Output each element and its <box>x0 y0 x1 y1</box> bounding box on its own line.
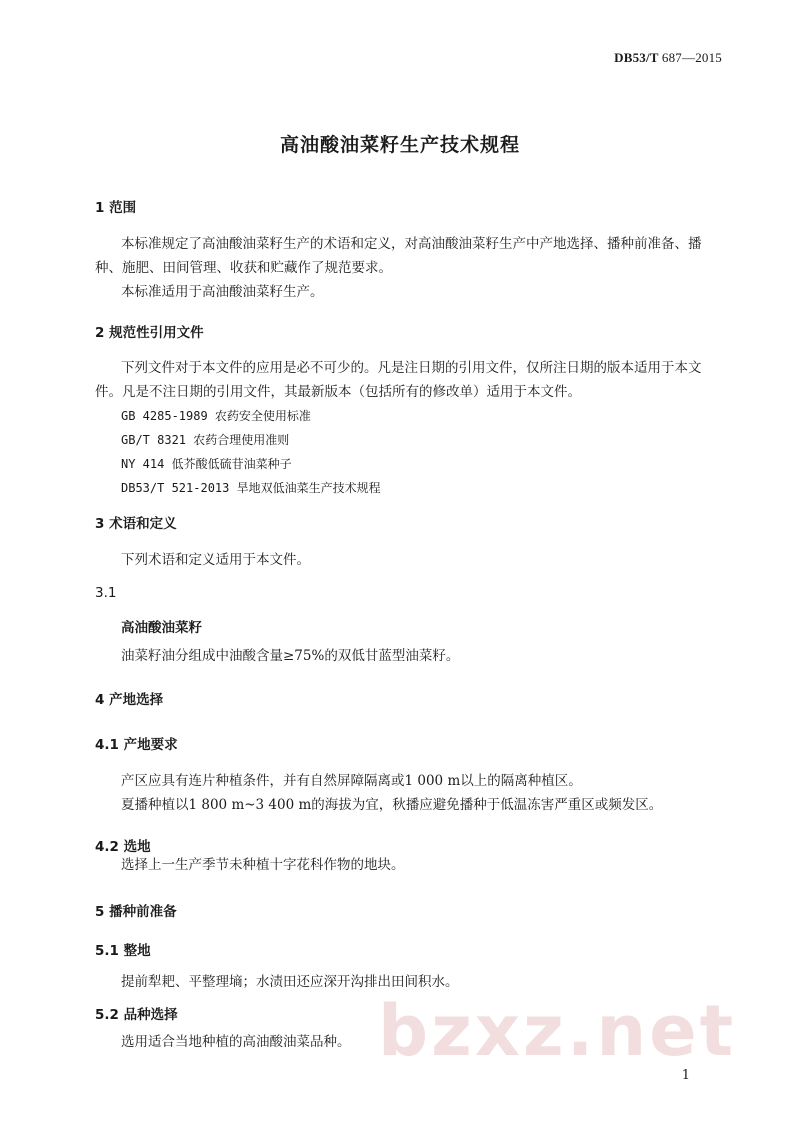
reference-item: GB 4285-1989 农药安全使用标准 <box>121 409 311 423</box>
section-1-paragraph-1b: 种、施肥、田间管理、收获和贮藏作了规范要求。 <box>95 260 392 276</box>
reference-item: GB/T 8321 农药合理使用准则 <box>121 433 290 447</box>
standard-number: 687—2015 <box>661 50 722 65</box>
section-3-paragraph-1: 下列术语和定义适用于本文件。 <box>121 552 310 568</box>
section-4-2-paragraph-1: 选择上一生产季节未种植十字花科作物的地块。 <box>121 857 405 873</box>
reference-item: NY 414 低芥酸低硫苷油菜种子 <box>121 457 292 471</box>
section-4-heading: 4 产地选择 <box>95 692 164 708</box>
section-4-1-paragraph-1: 产区应具有连片种植条件，并有自然屏障隔离或1 000 m以上的隔离种植区。 <box>121 773 582 789</box>
section-3-heading: 3 术语和定义 <box>95 516 177 532</box>
term-name: 高油酸油菜籽 <box>121 620 202 636</box>
section-1-paragraph-1a: 本标准规定了高油酸油菜籽生产的术语和定义，对高油酸油菜籽生产中产地选择、播种前准备、播 <box>121 236 702 252</box>
section-1-heading: 1 范围 <box>95 200 137 216</box>
page-number: 1 <box>681 1068 690 1083</box>
section-4-1-paragraph-2: 夏播种植以1 800 m~3 400 m的海拔为宜，秋播应避免播种于低温冻害严重区或频发区。 <box>121 797 663 813</box>
term-definition: 油菜籽油分组成中油酸含量≥75%的双低甘蓝型油菜籽。 <box>121 648 460 664</box>
section-2-paragraph-1b: 件。凡是不注日期的引用文件，其最新版本（包括所有的修改单）适用于本文件。 <box>95 384 581 400</box>
section-1-paragraph-2: 本标准适用于高油酸油菜籽生产。 <box>121 284 324 300</box>
section-5-1-paragraph-1: 提前犁耙、平整理墒；水渍田还应深开沟排出田间积水。 <box>121 974 459 990</box>
section-5-1-heading: 5.1 整地 <box>95 943 151 959</box>
section-5-2-paragraph-1: 选用适合当地种植的高油酸油菜品种。 <box>121 1034 351 1050</box>
section-2-heading: 2 规范性引用文件 <box>95 325 204 341</box>
reference-item: DB53/T 521-2013 旱地双低油菜生产技术规程 <box>121 481 381 495</box>
section-4-1-heading: 4.1 产地要求 <box>95 737 178 753</box>
document-title: 高油酸油菜籽生产技术规程 <box>279 134 520 156</box>
standard-code <box>614 50 722 66</box>
watermark: bzxz.net <box>378 990 737 1072</box>
section-3-1-number: 3.1 <box>95 585 117 601</box>
section-5-2-heading: 5.2 品种选择 <box>95 1007 178 1023</box>
section-2-paragraph-1a: 下列文件对于本文件的应用是必不可少的。凡是注日期的引用文件，仅所注日期的版本适用于本文 <box>121 360 702 376</box>
section-5-heading: 5 播种前准备 <box>95 904 177 920</box>
standard-prefix: DB53/T <box>614 50 659 65</box>
section-4-2-heading: 4.2 选地 <box>95 839 151 855</box>
